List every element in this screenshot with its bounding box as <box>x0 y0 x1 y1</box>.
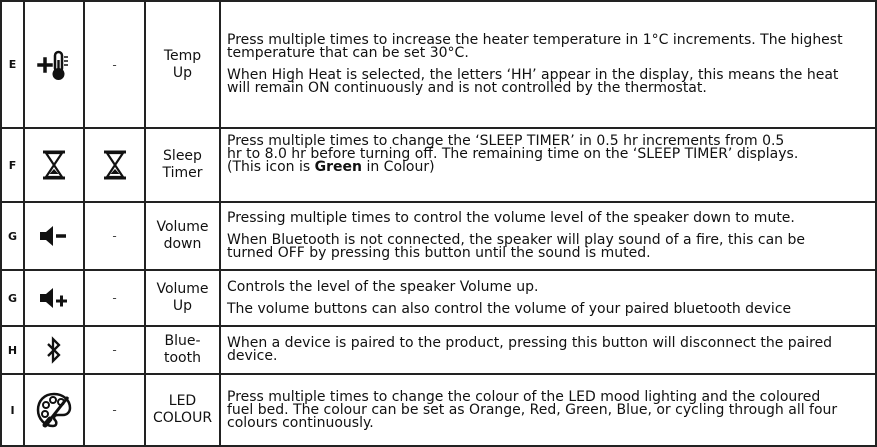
alt-icon-placeholder: - <box>84 1 145 128</box>
function-description: Pressing multiple times to control the volume level of the speaker down to mute. When Bluetooth is not connected, the speaker will play sound of a fire, this can be turned OFF by pressing this button until the sound is muted. <box>220 202 876 270</box>
alt-icon-placeholder: - <box>84 202 145 270</box>
table-row <box>1 270 876 326</box>
color-palette-icon <box>24 374 84 446</box>
alt-icon-placeholder: - <box>84 326 145 374</box>
hourglass-icon <box>84 128 145 202</box>
function-description: Press multiple times to increase the heater temperature in 1°C increments. The highest temperature that can be set 30°C. When High Heat is selected, the letters ‘HH’ appear in the display, this means the heat will remain ON continuously and is not controlled by the thermostat. <box>220 1 876 128</box>
row-letter: G <box>1 202 24 270</box>
color-note: (This icon is Green in Colour) <box>227 159 435 175</box>
bluetooth-icon <box>24 326 84 374</box>
function-description: Press multiple times to change the colour of the LED mood lighting and the coloured fuel bed. The colour can be set as Orange, Red, Green, Blue, or cycling through all four colours continuously. <box>220 374 876 446</box>
function-name: Sleep Timer <box>145 128 220 202</box>
volume-up-icon <box>24 270 84 326</box>
function-description: When a device is paired to the product, pressing this button will disconnect the paired device. <box>220 326 876 374</box>
volume-down-icon <box>24 202 84 270</box>
alt-icon-placeholder: - <box>84 270 145 326</box>
hourglass-icon <box>24 128 84 202</box>
table-row <box>1 128 876 202</box>
row-letter: F <box>1 128 24 202</box>
function-name: Volume Up <box>145 270 220 326</box>
function-description: Press multiple times to change the ‘SLEEP TIMER’ in 0.5 hr increments from 0.5 hr to 8.0 hr before turning off. The remaining time on the ‘SLEEP TIMER’ displays. (This icon is Green in Colour) <box>220 128 876 202</box>
table-row <box>1 326 876 374</box>
function-name: LED COLOUR <box>145 374 220 446</box>
row-letter: G <box>1 270 24 326</box>
temperature-up-icon <box>24 1 84 128</box>
row-letter: E <box>1 1 24 128</box>
alt-icon-placeholder: - <box>84 374 145 446</box>
function-name: Temp Up <box>145 1 220 128</box>
function-name: Volume down <box>145 202 220 270</box>
row-letter: H <box>1 326 24 374</box>
row-letter: I <box>1 374 24 446</box>
table-row <box>1 202 876 270</box>
function-description: Controls the level of the speaker Volume up. The volume buttons can also control the volume of your paired bluetooth device <box>220 270 876 326</box>
table-row <box>1 1 876 128</box>
function-name: Blue- tooth <box>145 326 220 374</box>
table-row <box>1 374 876 446</box>
